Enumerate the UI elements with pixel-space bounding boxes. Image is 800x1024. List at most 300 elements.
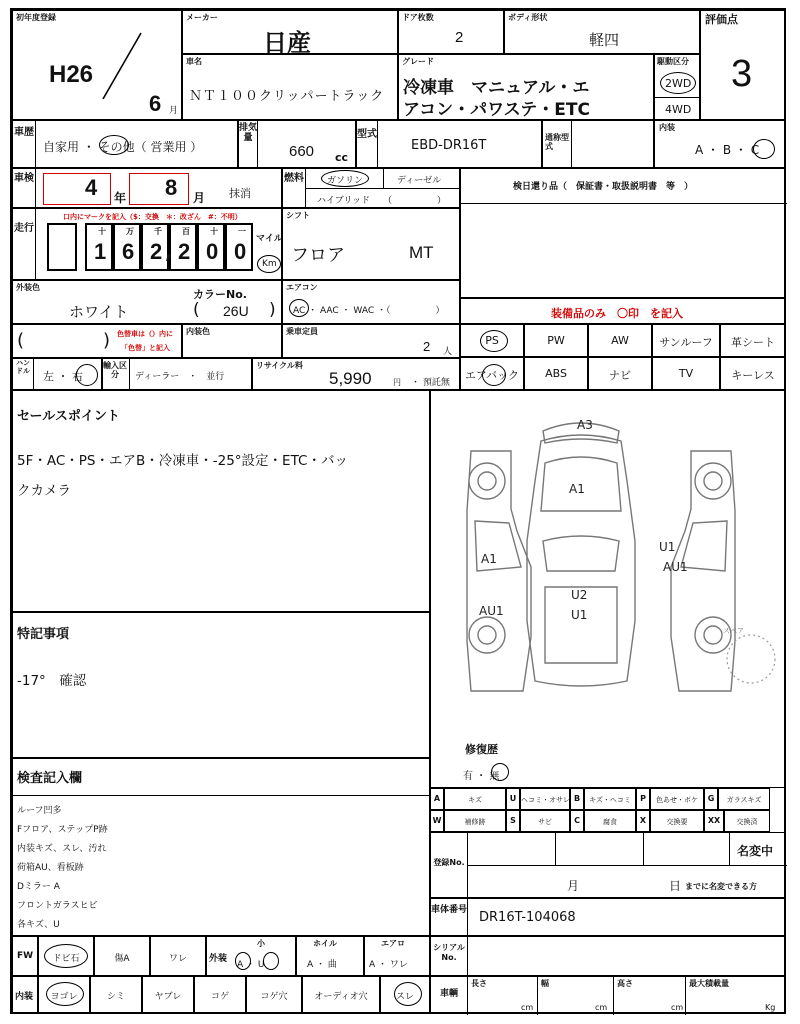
interior-wear-circle (394, 982, 422, 1006)
equipment-label: PS (485, 334, 499, 347)
interior-color-label: 内装色 (186, 327, 210, 336)
fw-row (12, 936, 430, 976)
equipment-cell (588, 357, 652, 390)
chassis-cell (430, 898, 786, 936)
inspection-month: 8 (165, 175, 178, 200)
drive-2wd: 2WD (665, 77, 692, 90)
ext-color-cell (12, 280, 282, 324)
import-value: ディーラー ・ 並行 (135, 372, 225, 382)
inspection-year: 4 (85, 175, 98, 200)
model-divider (377, 121, 378, 169)
equipment-grid (460, 324, 786, 390)
legend-desc: 色あせ・ボケ (656, 796, 698, 804)
dims-divider (467, 977, 468, 1015)
model-label: 型式 (357, 129, 377, 140)
legend-code-cell (636, 810, 650, 832)
displacement-unit: cc (335, 151, 349, 164)
doors-value: 2 (455, 29, 464, 46)
interior-item: オーディオ穴 (314, 992, 368, 1002)
inspection-note-line: 荷箱AU、看板跡 (17, 863, 84, 873)
fw-size-a-circle (235, 952, 251, 970)
fw-item: ドビ石 (52, 954, 80, 964)
auction-sheet (10, 8, 786, 1014)
fw-exterior-cell (206, 936, 296, 976)
legend-desc-cell (650, 810, 704, 832)
special-notes-text: -17° 確認 (17, 673, 87, 689)
fw-wheel-cell (296, 936, 364, 976)
interior-item: ヨゴレ (50, 992, 78, 1002)
sales-point-cell (12, 390, 430, 612)
drive-label: 駆動区分 (657, 57, 689, 66)
odometer-digit: 6 (122, 239, 135, 264)
fw-aero-options: A ・ ワレ (369, 960, 408, 970)
repair-none-circle (491, 763, 509, 781)
interior-color-cell (182, 324, 282, 358)
recycle-unit: 円 (393, 378, 401, 387)
body-value: 軽四 (589, 31, 620, 49)
dims-cell (430, 976, 786, 1014)
legend-desc-cell (444, 788, 506, 810)
car-name-cell (182, 54, 398, 120)
odometer-digit-box (169, 223, 197, 271)
fuel-divider-h (305, 188, 461, 189)
first-reg-month: 6 (149, 91, 162, 116)
inspection-month-box (129, 173, 189, 205)
length-unit: cm (521, 1003, 534, 1012)
interior-item-cell (246, 976, 302, 1014)
odometer-digit-box (225, 223, 253, 271)
inspection-label: 車検 (14, 173, 34, 184)
fw-item-cell (94, 936, 150, 976)
odometer-place-label: 一 (238, 227, 246, 236)
mileage-blank-box (47, 223, 77, 271)
ac-cell (282, 280, 460, 324)
legend-desc: 交換済 (736, 818, 758, 826)
recycle-deposit: ・ 預託無 (411, 378, 450, 388)
fw-size-u-circle (263, 952, 279, 970)
serial-divider (467, 937, 468, 977)
legend-desc: ヘコミ・オサレ (521, 796, 570, 804)
equipment-label: キーレス (731, 369, 775, 382)
chassis-value: DR16T-104068 (479, 910, 576, 925)
color-no-close: ) (269, 300, 276, 320)
registration-div-2 (643, 833, 644, 865)
equipment-cell (720, 324, 786, 357)
diagram-label-au1-left: AU1 (479, 604, 504, 618)
sales-point-title: セールスポイント (17, 409, 120, 424)
fuel-cell (282, 168, 460, 208)
fw-exterior-label: 外装 (209, 954, 228, 964)
import-divider (129, 359, 130, 391)
equipment-cell (524, 357, 588, 390)
color-no-label: カラーNo. (193, 288, 247, 301)
inspection-note-line: 各キズ、U (17, 920, 60, 930)
height-label: 高さ (617, 979, 633, 988)
equipment-label: PW (547, 334, 565, 347)
equipment-label: 革シート (731, 336, 775, 349)
fw-stone-circle (44, 944, 88, 968)
legend-code-cell (704, 810, 724, 832)
color-change-close: ) (103, 330, 111, 351)
slash-mark (99, 31, 145, 101)
legend-desc-cell (584, 788, 636, 810)
history-cell (12, 120, 238, 168)
doors-cell (398, 10, 504, 54)
import-label: 輸入区分 (103, 361, 127, 379)
inspection-notes-cell (12, 758, 430, 936)
fw-aero-cell (364, 936, 430, 976)
sales-point-line-2: クカメラ (17, 483, 71, 499)
width-unit: cm (595, 1003, 608, 1012)
score-value: 3 (731, 53, 753, 95)
interior-item: ヤブレ (154, 992, 182, 1002)
fuel-divider-v (305, 169, 306, 209)
interior-grade-cell (654, 120, 786, 168)
equipment-cell (524, 324, 588, 357)
maker-cell (182, 10, 398, 57)
interior-row-label: 内装 (15, 992, 34, 1002)
history-label-text: 車歴 (14, 127, 34, 138)
change-note-1: 色替車は（）内に (117, 330, 173, 338)
mileage-km-circle (257, 255, 281, 273)
common-model-cell (542, 120, 654, 168)
legend-desc: キズ・ヘコミ (589, 796, 631, 804)
interior-item: コゲ (210, 992, 229, 1002)
equipment-label: ABS (545, 367, 567, 380)
interior-item-cell (90, 976, 142, 1014)
fuel-hybrid: ハイブリッド (317, 196, 371, 206)
car-top-windshield (543, 536, 619, 571)
legend-desc-cell (650, 788, 704, 810)
dims-div-3 (685, 977, 686, 1015)
legend-code-cell (506, 788, 520, 810)
shift-position: フロア (291, 245, 345, 266)
history-value: 自家用 ・ その他（ 営業用 ） (43, 140, 203, 154)
interior-c-circle (753, 139, 775, 159)
body-cell (504, 10, 700, 54)
grade-label: グレード (402, 57, 434, 66)
mileage-mile: マイル (256, 234, 283, 244)
odometer-digit-box (85, 223, 113, 271)
registration-div-3 (729, 833, 730, 865)
ac-label: エアコン (286, 283, 318, 292)
inspection-note-line: ルーフ凹多 (17, 806, 62, 816)
interior-row-label-cell (12, 976, 38, 1014)
shift-type: MT (409, 243, 434, 262)
fw-size-options: A ・ U (237, 960, 265, 970)
recycle-cell (252, 358, 460, 390)
mileage-cell (12, 208, 282, 280)
shift-label: シフト (286, 211, 310, 220)
car-right-window (681, 521, 727, 571)
legend-desc: 交換要 (666, 818, 688, 826)
legend-code: B (573, 794, 581, 803)
legend-code-cell (570, 788, 584, 810)
accessories-cell (460, 168, 786, 298)
maker-label: メーカー (186, 13, 218, 22)
car-name-value: ＮＴ１００クリッパートラック (189, 89, 385, 104)
grade-line-2: アコン・パワステ・ETC (403, 100, 590, 120)
fw-item: ワレ (168, 954, 187, 964)
legend-code: W (432, 816, 442, 825)
load-label: 最大積載量 (689, 979, 729, 988)
odometer (85, 223, 253, 271)
diagram-label-a1-left: A1 (481, 552, 497, 566)
fw-label-cell (12, 936, 38, 976)
fuel-gasoline-circle (321, 170, 369, 187)
registration-divider-v (467, 833, 468, 899)
registration-cell (430, 832, 786, 898)
diagram-label-u2: U2 (571, 588, 588, 602)
interior-grade-value: A ・ B ・ C (695, 143, 760, 157)
diagram-label-a1-top: A1 (569, 482, 585, 496)
odometer-place-label: 十 (210, 227, 218, 236)
interior-item-cell (142, 976, 194, 1014)
legend-desc: 補修跡 (464, 818, 486, 826)
odometer-digit: 1 (94, 239, 107, 264)
interior-item: スレ (395, 992, 414, 1002)
mileage-label: 走行 (14, 223, 34, 234)
shift-cell (282, 208, 460, 280)
accessories-label: 検日還り品（ 保証書・取扱説明書 等 ） (513, 182, 694, 192)
registration-deadline: までに名変できる方 (685, 882, 757, 891)
grade-line-1: 冷凍車 マニュアル・エ (403, 78, 590, 98)
legend-desc-cell (584, 810, 636, 832)
capacity-value: 2 (423, 339, 431, 354)
fuel-divider-mid (383, 169, 384, 188)
capacity-cell (282, 324, 460, 358)
odometer-digit: 2 (178, 239, 191, 264)
repair-value: 有 ・ 無 (463, 771, 500, 782)
inspection-note-line: Fフロア、ステップP跡 (17, 825, 108, 835)
special-notes-title: 特記事項 (17, 627, 70, 642)
capacity-unit: 人 (443, 347, 453, 357)
legend-desc-cell (724, 810, 770, 832)
registration-divider-h (467, 865, 787, 866)
fw-label: FW (17, 951, 34, 961)
interior-item-cell (194, 976, 246, 1014)
legend-code-cell (704, 788, 718, 810)
interior-dirt-circle (46, 982, 84, 1006)
odometer-digit: 2 (150, 239, 163, 264)
equipment-ps-circle (480, 330, 508, 352)
handle-right-circle (76, 364, 98, 386)
maker-value: 日産 (263, 29, 311, 57)
registration-month: 月 (567, 879, 580, 893)
odometer-digit: 0 (234, 239, 247, 264)
inspection-cell (12, 168, 282, 208)
interior-item: シミ (106, 992, 125, 1002)
special-notes-cell (12, 612, 430, 758)
equipment-label: AW (611, 334, 629, 347)
diagram-label-u1-center: U1 (571, 608, 588, 622)
name-change: 名変中 (737, 844, 774, 858)
model-value: EBD-DR16T (411, 138, 487, 153)
diagram-cell (430, 390, 786, 788)
displacement-divider (257, 121, 258, 169)
dims-div-2 (613, 977, 614, 1015)
interior-item-cell (302, 976, 380, 1014)
legend-code: S (510, 816, 516, 825)
legend-desc: 腐食 (603, 818, 617, 826)
mileage-km: Km (262, 259, 277, 269)
repair-label: 修復歴 (465, 743, 498, 756)
legend-desc: ガラスキズ (726, 796, 762, 804)
odometer-comma: , (165, 239, 173, 263)
drive-4wd: 4WD (665, 103, 692, 116)
car-name-label: 車名 (186, 57, 202, 66)
equipment-airbag-circle (482, 364, 506, 386)
interior-item: コゲ穴 (260, 992, 288, 1002)
history-label-divider (35, 121, 36, 169)
equipment-label: TV (678, 367, 694, 380)
fw-item-cell (150, 936, 206, 976)
ext-color-value: ホワイト (69, 303, 129, 321)
inspection-notes-divider (13, 795, 431, 796)
doors-label: ドア枚数 (402, 13, 434, 22)
registration-div-1 (555, 833, 556, 865)
handle-label: ハンドル (16, 359, 30, 375)
legend-code-cell (506, 810, 520, 832)
color-change-cell (12, 324, 182, 358)
odometer-place-label: 千 (154, 227, 162, 236)
accessories-divider (461, 203, 787, 204)
capacity-label: 乗車定員 (286, 327, 318, 336)
inspection-label-divider (35, 169, 36, 209)
legend-desc-cell (520, 810, 570, 832)
inspection-notes-title: 検査記入欄 (17, 771, 83, 786)
odometer-place-label: 百 (182, 227, 190, 236)
diagram-label-a3: A3 (577, 418, 593, 432)
mileage-label-divider (35, 209, 36, 281)
spare-label: スペア (723, 627, 744, 635)
height-unit: cm (671, 1003, 684, 1012)
registration-label: 登録No. (433, 858, 465, 867)
equip-title: 装備品のみ 〇印 を記入 (551, 307, 683, 320)
dims-label: 車輌 (439, 989, 458, 999)
inspection-year-box (43, 173, 111, 205)
odometer-digit-box (113, 223, 141, 271)
inspection-month-unit: 月 (193, 191, 206, 205)
legend-code: P (640, 794, 646, 803)
displacement-cell (238, 120, 356, 168)
fuel-diesel: ディーゼル (397, 176, 442, 186)
fw-aero-label: エアロ (381, 939, 405, 948)
legend-code: A (433, 794, 441, 803)
equipment-cell (652, 324, 720, 357)
legend-desc-cell (718, 788, 770, 810)
equip-title-cell (460, 298, 786, 324)
color-no-open: ( (193, 300, 200, 320)
drive-2wd-circle (660, 72, 696, 94)
legend-code: G (707, 794, 715, 803)
legend-code: U (509, 794, 517, 803)
handle-cell (12, 358, 102, 390)
legend-desc: キズ (468, 796, 482, 804)
legend-code: XX (707, 816, 721, 825)
registration-day: 日 (669, 879, 682, 893)
legend-desc: サビ (538, 818, 552, 826)
inspection-year-unit: 年 (114, 191, 127, 205)
equipment-cell (588, 324, 652, 357)
interior-grade-label: 内装 (659, 123, 675, 132)
history-other-circle (99, 135, 129, 155)
chassis-label: 車体番号 (431, 905, 468, 915)
drive-cell (654, 54, 700, 120)
legend-code: X (639, 816, 647, 825)
odometer-place-label: 万 (126, 227, 134, 236)
length-label: 長さ (471, 979, 487, 988)
displacement-value: 660 (289, 143, 315, 160)
inspection-note-line: 内装キズ、スレ、汚れ (17, 844, 107, 854)
inspection-note-line: フロントガラスヒビ (17, 901, 98, 911)
odometer-digit-box (197, 223, 225, 271)
inspection-note-line: Dミラー A (17, 882, 60, 892)
first-reg-label: 初年度登録 (16, 13, 56, 22)
car-top-body (527, 435, 635, 686)
fw-item: 傷A (114, 954, 130, 964)
serial-label: シリアルNo. (433, 943, 465, 962)
chassis-divider (467, 899, 468, 937)
fw-wheel-options: A ・ 曲 (307, 960, 337, 970)
legend-desc-cell (444, 810, 506, 832)
legend-code-cell (570, 810, 584, 832)
handle-value: 左 ・ 右 (43, 370, 83, 383)
first-reg-year: H26 (49, 61, 94, 88)
change-note-2: 「色替」と記入 (121, 344, 170, 352)
load-unit: Kg (765, 1003, 776, 1012)
equipment-label: ナビ (609, 369, 631, 382)
equipment-cell (652, 357, 720, 390)
equipment-label: サンルーフ (659, 336, 713, 349)
color-no-value: 26U (223, 303, 249, 319)
equipment-label: エアバック (464, 369, 520, 382)
body-label: ボディ形状 (508, 13, 548, 22)
first-reg-cell (12, 10, 182, 120)
serial-cell (430, 936, 786, 976)
history-label (13, 127, 35, 138)
common-model-divider (571, 121, 572, 169)
odometer-digit: 0 (206, 239, 219, 264)
dims-div-1 (537, 977, 538, 1015)
sales-point-line-1: 5F・AC・PS・エアB・冷凍車・-25°設定・ETC・バッ (17, 453, 348, 469)
score-label: 評価点 (705, 13, 738, 26)
width-label: 幅 (541, 979, 549, 988)
interior-row (12, 976, 430, 1014)
recycle-label: リサイクル料 (256, 361, 303, 370)
month-unit: 月 (169, 106, 179, 116)
legend-code-cell (636, 788, 650, 810)
grade-cell (398, 54, 654, 120)
damage-legend (430, 788, 786, 832)
car-diagram (431, 391, 785, 787)
common-model-label: 通称型式 (545, 133, 569, 151)
legend-desc-cell (520, 788, 570, 810)
ext-color-label: 外装色 (16, 283, 40, 292)
color-change-open: ( (17, 330, 25, 351)
odometer-place-label: 十 (98, 227, 106, 236)
equipment-cell (720, 357, 786, 390)
score-cell (700, 10, 786, 120)
fw-size-small: 小 (257, 939, 265, 948)
fuel-other: （ ） (383, 196, 447, 206)
fuel-label: 燃料 (284, 173, 304, 184)
model-cell (356, 120, 542, 168)
diagram-label-u1-right: U1 (659, 540, 676, 554)
fuel-gasoline: ガソリン (327, 176, 364, 186)
diagram-label-au1-right: AU1 (663, 560, 688, 574)
legend-code-cell (430, 810, 444, 832)
